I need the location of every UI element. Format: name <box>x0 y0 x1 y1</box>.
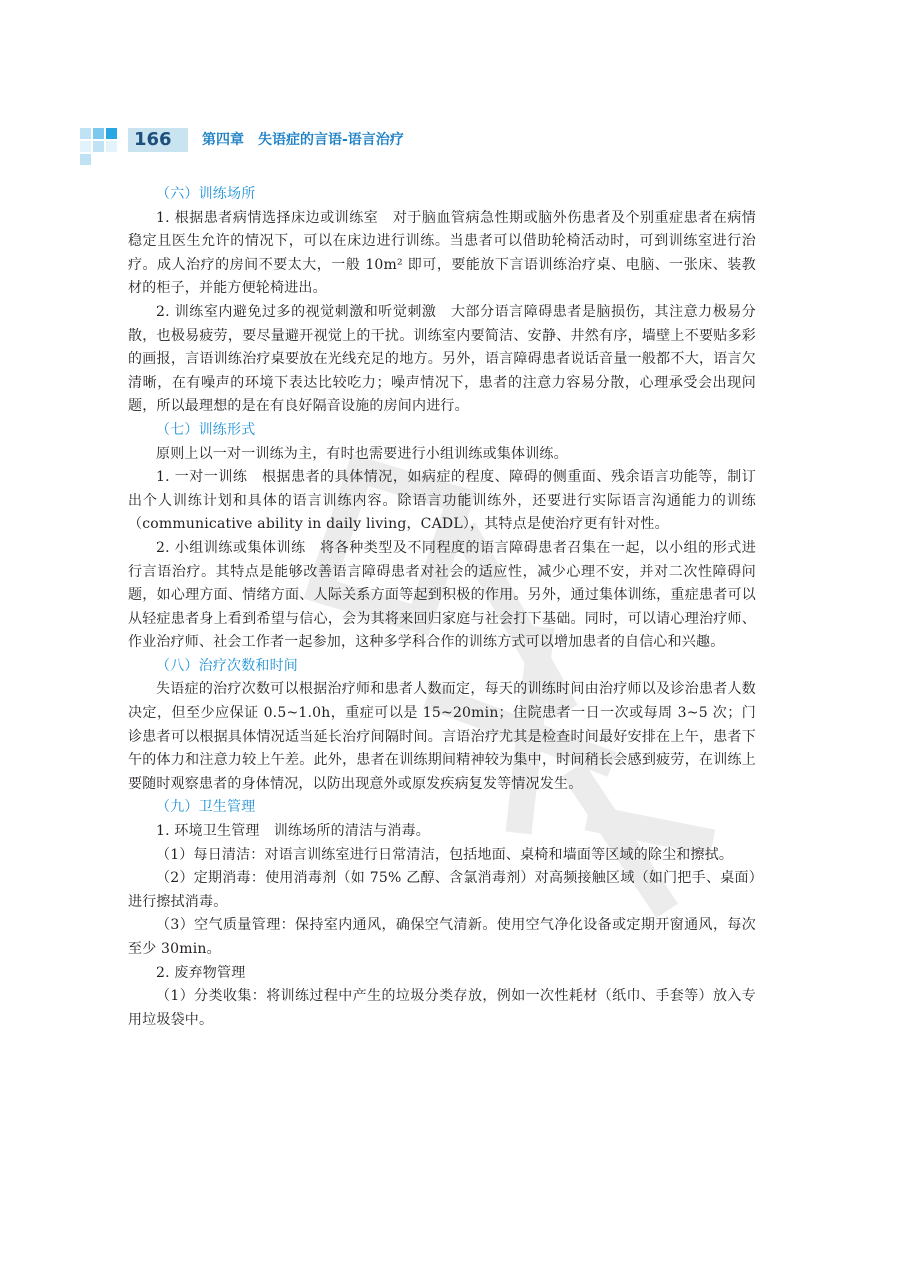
page-header <box>0 118 900 166</box>
paragraph: 原则上以一对一训练为主，有时也需要进行小组训练或集体训练。 <box>156 445 568 462</box>
paragraph: 1. 一对一训练 根据患者的具体情况，如病症的程度、障碍的侧重面、残余语言功能等，制订出个人训练计划和具体的语言训练内容。除语言功能训练外，还要进行实际语言沟通能力的训练（communicative ability in daily living，CADL），其特点是使治疗更有针对性。 <box>128 469 756 533</box>
section-heading: （八）治疗次数和时间 <box>156 657 298 674</box>
section <box>128 655 756 797</box>
section <box>128 183 756 419</box>
decor-square <box>93 128 104 139</box>
decor-square <box>93 141 104 152</box>
paragraph: （2）定期消毒：使用消毒剂（如 75% 乙醇、含氯消毒剂）对高频接触区域（如门把手、桌面）进行擦拭消毒。 <box>128 870 756 910</box>
paragraph: 1. 环境卫生管理 训练场所的清洁与消毒。 <box>156 823 431 840</box>
paragraph: （1）分类收集：将训练过程中产生的垃圾分类存放，例如一次性耗材（纸巾、手套等）放入专用垃圾袋中。 <box>128 988 756 1028</box>
body-content <box>128 183 756 1032</box>
paragraph: 2. 废弃物管理 <box>156 964 246 981</box>
paragraph: 2. 训练室内避免过多的视觉刺激和听觉刺激 大部分语言障碍患者是脑损伤，其注意力极易分散，也极易疲劳，要尽量避开视觉上的干扰。训练室内要简洁、安静、井然有序，墙壁上不要贴多彩的画报，言语训练治疗桌要放在光线充足的地方。另外，语言障碍患者说话音量一般都不大，语言欠清晰，在有噪声的环境下表达比较吃力；噪声情况下，患者的注意力容易分散，心理承受会出现问题，所以最理想的是在有良好隔音设施的房间内进行。 <box>128 303 756 415</box>
decor-square <box>80 154 91 165</box>
decor-square <box>106 141 117 152</box>
paragraph: （1）每日清洁：对语言训练室进行日常清洁，包括地面、桌椅和墙面等区域的除尘和擦拭。 <box>156 846 734 863</box>
chapter-title: 第四章 失语症的言语-语言治疗 <box>202 132 404 148</box>
decor-square <box>80 128 91 139</box>
decor-square <box>106 128 117 139</box>
section-heading: （七）训练形式 <box>156 421 256 438</box>
paragraph: （3）空气质量管理：保持室内通风，确保空气清新。使用空气净化设备或定期开窗通风，每次至少 30min。 <box>128 917 756 957</box>
section-heading: （六）训练场所 <box>156 186 256 202</box>
section <box>128 796 756 1032</box>
page-number: 166 <box>134 129 172 150</box>
paragraph: 失语症的治疗次数可以根据治疗师和患者人数而定，每天的训练时间由治疗师以及诊治患者人数决定，但至少应保证 0.5~1.0h，重症可以是 15~20min；住院患者一日一次或每周 3~5 次；门诊患者可以根据具体情况适当延长治疗间隔时间。言语治疗尤其是检查时间最好安排在上午，患者下午的体力和注意力较上午差。此外，患者在训练期间精神较为集中，时间稍长会感到疲劳，在训练上要随时观察患者的身体情况，以防出现意外或原发疾病复发等情况发生。 <box>128 681 756 792</box>
section <box>128 419 756 655</box>
paragraph: 1. 根据患者病情选择床边或训练室 对于脑血管病急性期或脑外伤患者及个别重症患者在病情稳定且医生允许的情况下，可以在床边进行训练。当患者可以借助轮椅活动时，可到训练室进行治疗。成人治疗的房间不要太大，一般 10m² 即可，要能放下言语训练治疗桌、电脑、一张床、装教材的柜子，并能方便轮椅进出。 <box>128 209 756 297</box>
section-heading: （九）卫生管理 <box>156 799 256 816</box>
paragraph: 2. 小组训练或集体训练 将各种类型及不同程度的语言障碍患者召集在一起，以小组的形式进行言语治疗。其特点是能够改善语言障碍患者对社会的适应性，减少心理不安，并对二次性障碍问题，如心理方面、情绪方面、人际关系方面等起到积极的作用。另外，通过集体训练，重症患者可以从轻症患者身上看到希望与信心，会为其将来回归家庭与社会打下基础。同时，可以请心理治疗师、作业治疗师、社会工作者一起参加，这种多学科合作的训练方式可以增加患者的自信心和兴趣。 <box>128 539 756 651</box>
decor-square <box>80 141 91 152</box>
